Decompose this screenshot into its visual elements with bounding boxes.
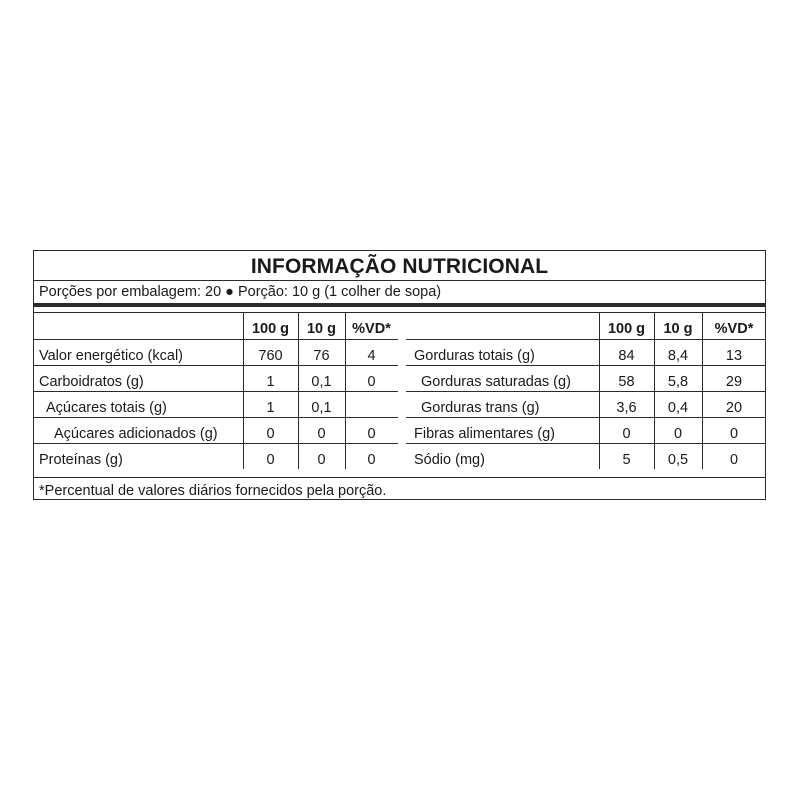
right-value-vd: 13 — [725, 348, 743, 364]
left-value-g10: 0 — [317, 452, 326, 468]
right-header-vd: %VD* — [714, 321, 754, 337]
right-value-g10: 0,4 — [667, 400, 689, 416]
left-nutrient-label: Valor energético (kcal) — [39, 348, 183, 364]
right-value-g10: 0,5 — [667, 452, 689, 468]
right-value-g100: 84 — [618, 348, 635, 364]
left-row-divider — [34, 443, 398, 444]
left-row-divider — [34, 391, 398, 392]
header-top-line — [34, 312, 765, 313]
left-nutrient-label: Proteínas (g) — [39, 452, 123, 468]
right-value-g100: 5 — [622, 452, 631, 468]
right-header-10g: 10 g — [663, 321, 693, 337]
nutrition-facts-label — [33, 250, 766, 500]
right-value-vd: 29 — [725, 374, 743, 390]
right-nutrient-label: Gorduras trans (g) — [421, 400, 540, 416]
right-row-divider — [406, 339, 766, 340]
footer-divider — [34, 477, 765, 478]
right-row-divider — [406, 417, 766, 418]
left-value-g10: 0,1 — [311, 400, 332, 416]
left-row-divider — [34, 417, 398, 418]
right-value-g100: 3,6 — [616, 400, 637, 416]
left-value-g100: 1 — [266, 374, 275, 390]
portion-info: Porções por embalagem: 20 ● Porção: 10 g (1 colher de sopa) — [39, 284, 442, 300]
left-header-100g: 100 g — [251, 321, 290, 337]
right-nutrient-label: Fibras alimentares (g) — [414, 426, 556, 442]
left-header-vd: %VD* — [352, 321, 391, 337]
right-nutrient-label: Sódio (mg) — [414, 452, 485, 468]
left-row-divider — [34, 365, 398, 366]
right-nutrient-label: Gorduras totais (g) — [414, 348, 535, 364]
left-value-g10: 0 — [317, 426, 326, 442]
left-value-vd: 4 — [367, 348, 376, 364]
left-value-vd: 0 — [367, 374, 376, 390]
right-row-divider — [406, 365, 766, 366]
left-value-vd: 0 — [367, 452, 376, 468]
right-value-g100: 58 — [618, 374, 635, 390]
footnote: *Percentual de valores diários fornecidos pela porção. — [39, 483, 387, 499]
label-title: INFORMAÇÃO NUTRICIONAL — [250, 255, 549, 278]
right-header-100g: 100 g — [607, 321, 646, 337]
right-value-g100: 0 — [622, 426, 631, 442]
right-value-vd: 0 — [729, 452, 739, 468]
left-header-10g: 10 g — [306, 321, 336, 337]
right-row-divider — [406, 443, 766, 444]
left-value-vd: 0 — [367, 426, 376, 442]
left-value-g10: 0,1 — [311, 374, 332, 390]
thick-divider — [34, 303, 765, 307]
left-row-divider — [34, 339, 398, 340]
right-value-g10: 8,4 — [667, 348, 689, 364]
left-value-g10: 76 — [313, 348, 330, 364]
left-nutrient-label: Carboidratos (g) — [39, 374, 144, 390]
right-value-g10: 5,8 — [667, 374, 689, 390]
left-value-g100: 760 — [258, 348, 283, 364]
left-nutrient-label: Açúcares adicionados (g) — [54, 426, 218, 442]
left-value-g100: 0 — [266, 452, 275, 468]
right-value-vd: 0 — [729, 426, 739, 442]
left-nutrient-label: Açúcares totais (g) — [46, 400, 167, 416]
left-value-g100: 1 — [266, 400, 275, 416]
right-nutrient-label: Gorduras saturadas (g) — [421, 374, 571, 390]
right-value-vd: 20 — [725, 400, 743, 416]
right-row-divider — [406, 391, 766, 392]
left-value-g100: 0 — [266, 426, 275, 442]
title-divider — [34, 280, 765, 281]
right-value-g10: 0 — [673, 426, 683, 442]
